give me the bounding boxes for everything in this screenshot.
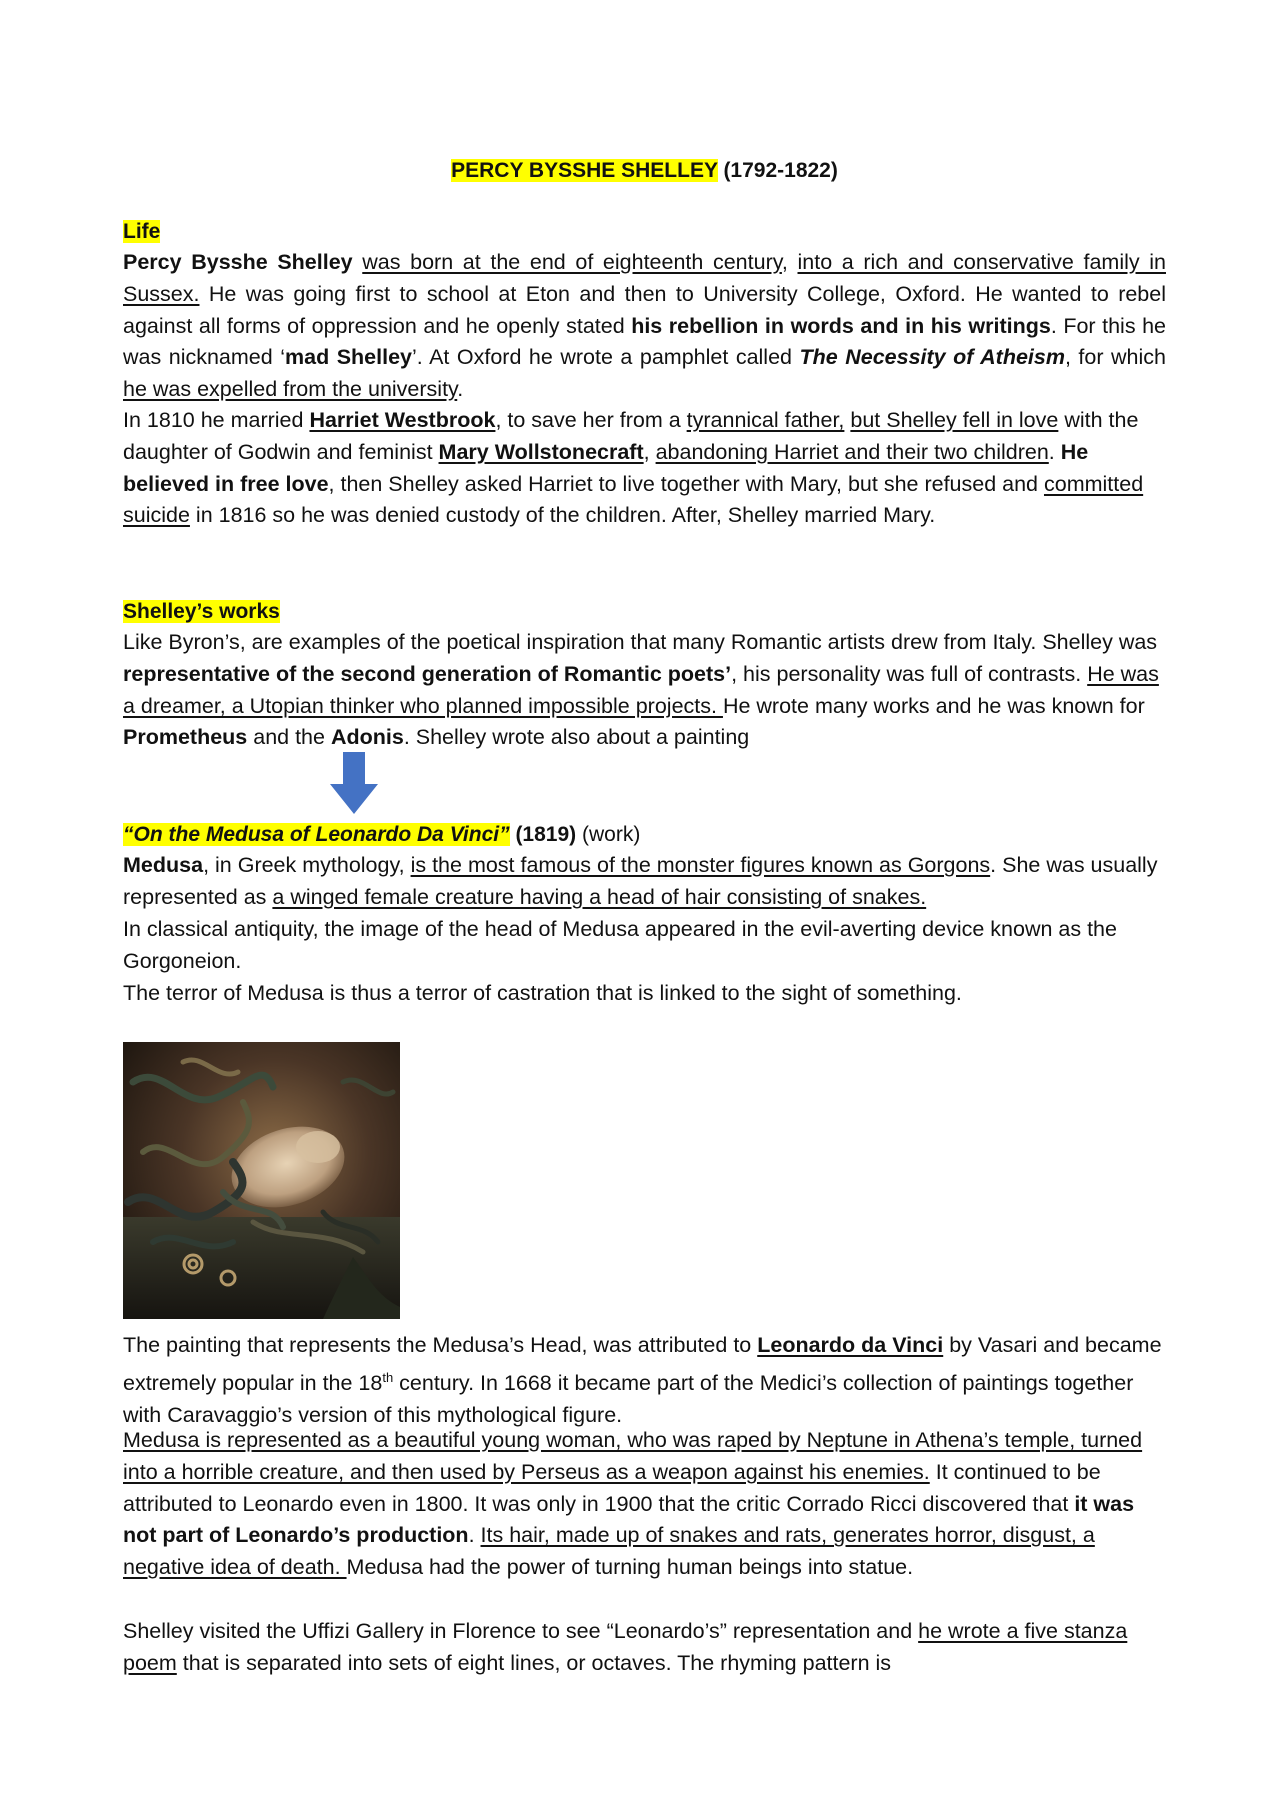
- life-heading-text: Life: [123, 220, 161, 243]
- text-run: , for which: [1064, 345, 1166, 370]
- painting-paragraph-1: [123, 1330, 1166, 1432]
- text-run: ’. At Oxford he wrote a pamphlet called: [412, 345, 800, 370]
- text-run: It continued to be attributed to Leonardo even in 1800. It was only in 1900 that the critic Corrado Ricci discovered that: [123, 1459, 1101, 1516]
- text-run: he was expelled from the university: [123, 377, 458, 402]
- text-run: Prometheus: [123, 725, 248, 750]
- text-run: He was going first to school at Eton and then to University College, Oxford. He wanted to rebel against all forms of oppression and he openly stated: [123, 281, 1166, 338]
- text-run: with the daughter of Godwin and feminist: [123, 408, 1139, 464]
- text-run: Adonis: [330, 725, 404, 750]
- text-run: century. In 1668 it became part of the Medici’s collection of paintings together with Caravaggio’s version of this mythological figure.: [123, 1370, 1134, 1427]
- text-run: . She was usually represented as: [123, 853, 1158, 909]
- painting-paragraph-3: [123, 1616, 1166, 1680]
- text-run: He believed in free love: [123, 439, 1089, 496]
- text-run: th: [382, 1369, 394, 1385]
- text-run: ,: [781, 250, 798, 274]
- text-run: .: [1048, 439, 1061, 464]
- text-run: Harriet Westbrook: [309, 408, 496, 432]
- text-run: and the: [247, 725, 331, 750]
- text-run: Medusa: [123, 853, 204, 877]
- text-run: , in Greek mythology,: [203, 853, 411, 877]
- text-run: is the most famous of the monster figures known as Gorgons: [410, 853, 991, 877]
- medusa-heading-tag: (work): [581, 823, 641, 846]
- text-run: [353, 250, 363, 274]
- text-run: was born at the end of eighteenth century: [362, 250, 782, 274]
- text-run: abandoning Harriet and their two children: [655, 439, 1049, 464]
- text-run: he wrote a five stanza poem: [123, 1619, 1128, 1675]
- text-run: Its hair, made up of snakes and rats, generates horror, disgust, a negative idea of death.: [123, 1523, 1095, 1580]
- medusa-heading-year: (1819): [515, 823, 577, 846]
- text-run: The painting that represents the Medusa’s Head, was attributed to: [123, 1333, 758, 1357]
- text-run: Medusa had the power of turning human beings into statue.: [346, 1555, 914, 1580]
- text-run: in 1816 so he was denied custody of the children. After, Shelley married Mary.: [189, 503, 936, 528]
- text-run: into a rich and conservative family in Sussex.: [123, 250, 1166, 306]
- text-run: Leonardo da Vinci: [757, 1333, 944, 1357]
- works-paragraph: [123, 627, 1166, 754]
- text-run: a winged female creature having a head of hair consisting of snakes.: [272, 884, 927, 909]
- medusa-paragraph-3: [123, 978, 1166, 1010]
- text-run: The Necessity of Atheism: [799, 345, 1065, 370]
- text-run: committed suicide: [123, 471, 1144, 528]
- down-arrow-icon: [330, 752, 378, 814]
- life-paragraph-1: [123, 247, 1166, 406]
- text-run: Medusa is represented as a beautiful young woman, who was raped by Neptune in Athena’s temple, turned into a horrible creature, and then used by Perseus as a weapon against his enemies.: [123, 1428, 1143, 1484]
- text-run: tyrannical father,: [686, 408, 845, 432]
- text-run: , to save her from a: [495, 408, 687, 432]
- medusa-heading-title: “On the Medusa of Leonardo Da Vinci”: [123, 823, 510, 846]
- text-run: He wrote many works and he was known for: [722, 693, 1145, 718]
- text-run: his rebellion in words and in his writings: [631, 313, 1051, 338]
- text-run: that is separated into sets of eight lines, or octaves. The rhyming pattern is: [176, 1650, 892, 1675]
- text-run: Mary Wollstonecraft: [438, 439, 644, 464]
- text-run: ,: [643, 439, 656, 464]
- painting-paragraph-2: [123, 1425, 1166, 1584]
- text-run: Like Byron’s, are examples of the poetical inspiration that many Romantic artists drew from Italy. Shelley was: [123, 630, 1158, 654]
- medusa-paragraph-1: [123, 850, 1166, 914]
- life-paragraph-2: [123, 405, 1166, 532]
- text-run: . For this he was nicknamed ‘: [123, 313, 1167, 370]
- text-run: but Shelley fell in love: [850, 408, 1059, 432]
- text-run: , then Shelley asked Harriet to live together with Mary, but she refused and: [328, 471, 1044, 496]
- text-run: In classical antiquity, the image of the head of Medusa appeared in the evil-averting device known as the Gorgoneion.: [123, 917, 1117, 973]
- works-heading-text: Shelley’s works: [123, 600, 280, 623]
- text-run: it was not part of Leonardo’s production: [123, 1491, 1135, 1548]
- medusa-painting-image: [123, 1042, 400, 1319]
- section-heading-medusa: [123, 821, 640, 849]
- text-run: Shelley visited the Uffizi Gallery in Florence to see “Leonardo’s” representation and: [123, 1619, 919, 1643]
- section-heading-life: [123, 218, 160, 246]
- title-author-name: PERCY BYSSHE SHELLEY: [451, 159, 718, 182]
- text-run: , his personality was full of contrasts.: [731, 661, 1088, 686]
- text-run: .: [468, 1523, 481, 1548]
- title-dates: (1792-1822): [723, 159, 838, 182]
- medusa-paragraph-2: [123, 914, 1166, 978]
- page-title: [123, 157, 1166, 185]
- text-run: .: [457, 377, 464, 402]
- text-run: He was a dreamer, a Utopian thinker who planned impossible projects.: [123, 661, 1159, 718]
- text-run: mad Shelley: [285, 345, 413, 370]
- text-run: Percy Bysshe Shelley: [123, 250, 353, 274]
- section-heading-works: [123, 598, 280, 626]
- text-run: representative of the second generation of Romantic poets’: [123, 661, 732, 686]
- text-run: by Vasari and became extremely popular in the 18: [123, 1333, 1162, 1395]
- text-run: The terror of Medusa is thus a terror of castration that is linked to the sight of something.: [123, 981, 962, 1005]
- text-run: In 1810 he married: [123, 408, 310, 432]
- text-run: . Shelley wrote also about a painting: [403, 725, 750, 750]
